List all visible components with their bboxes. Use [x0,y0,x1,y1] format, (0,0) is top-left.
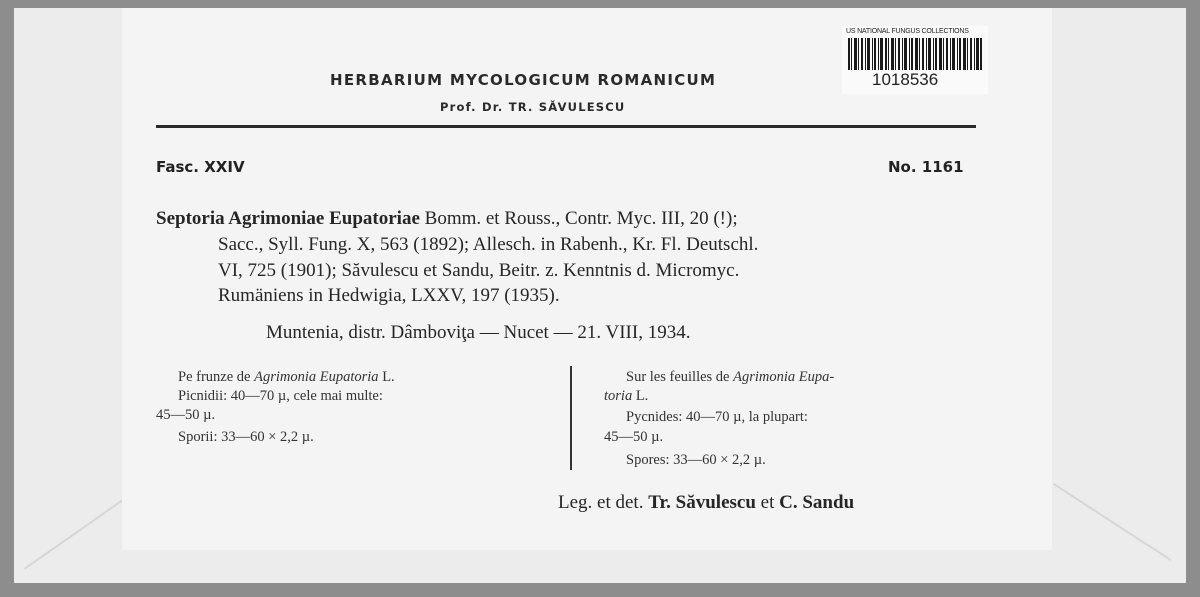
right-col-line-1 [626,368,834,386]
header-rule [156,125,976,128]
collector-2: C. Sandu [779,492,855,513]
left-col-line-1 [178,368,395,386]
right-col-line-4: 45—50 µ. [604,429,664,445]
citation-line-1 [156,207,738,230]
left-col-text: L. [378,369,395,385]
fascicle: Fasc. XXIV [156,158,245,176]
species-name: Septoria Agrimoniae Eupatoriae [156,208,420,229]
host-name: Agrimonia Eupatoria [254,369,379,385]
barcode-label [842,26,988,94]
leg-det [558,492,854,514]
leg-det-prefix: Leg. et det. [558,492,649,513]
right-col-text: Sur les feuilles de [626,369,734,385]
left-col-text: Pe frunze de [178,369,255,385]
right-col-line-2 [604,387,648,405]
right-col-text: L. [632,388,649,404]
citation-line-3: VI, 725 (1901); Săvulescu et Sandu, Beitr. z. Kenntnis d. Micromyc. [218,260,740,281]
leg-det-connector: et [755,492,780,513]
left-col-line-3: 45—50 µ. [156,407,216,423]
column-divider [570,366,572,470]
citation-line-4: Rumäniens in Hedwigia, LXXV, 197 (1935). [218,285,560,306]
envelope-flap-right [1053,483,1172,561]
barcode-icon [848,38,982,70]
barcode-number: 1018536 [872,70,939,89]
herbarium-subtitle: Prof. Dr. TR. SĂVULESCU [440,100,626,114]
locality: Muntenia, distr. Dâmboviţa — Nucet — 21. VIII, 1934. [266,322,691,343]
herbarium-title: HERBARIUM MYCOLOGICUM ROMANICUM [330,71,717,89]
barcode-caption: US NATIONAL FUNGUS COLLECTIONS [846,28,969,35]
left-col-line-2: Picnidii: 40—70 µ, cele mai multe: [178,388,383,404]
left-col-line-4: Sporii: 33—60 × 2,2 µ. [178,429,314,445]
citation-line-2: Sacc., Syll. Fung. X, 563 (1892); Allesch. in Rabenh., Kr. Fl. Deutschl. [218,234,759,255]
collector-1: Tr. Săvulescu [648,492,756,513]
right-col-line-3: Pycnides: 40—70 µ, la plupart: [626,409,808,425]
host-name: Agrimonia Eupa- [733,369,835,385]
host-name: toria [604,388,633,404]
specimen-number: No. 1161 [888,158,964,176]
citation-line-1-rest: Bomm. et Rouss., Contr. Myc. III, 20 (!); [419,208,738,229]
right-col-line-5: Spores: 33—60 × 2,2 µ. [626,452,766,468]
